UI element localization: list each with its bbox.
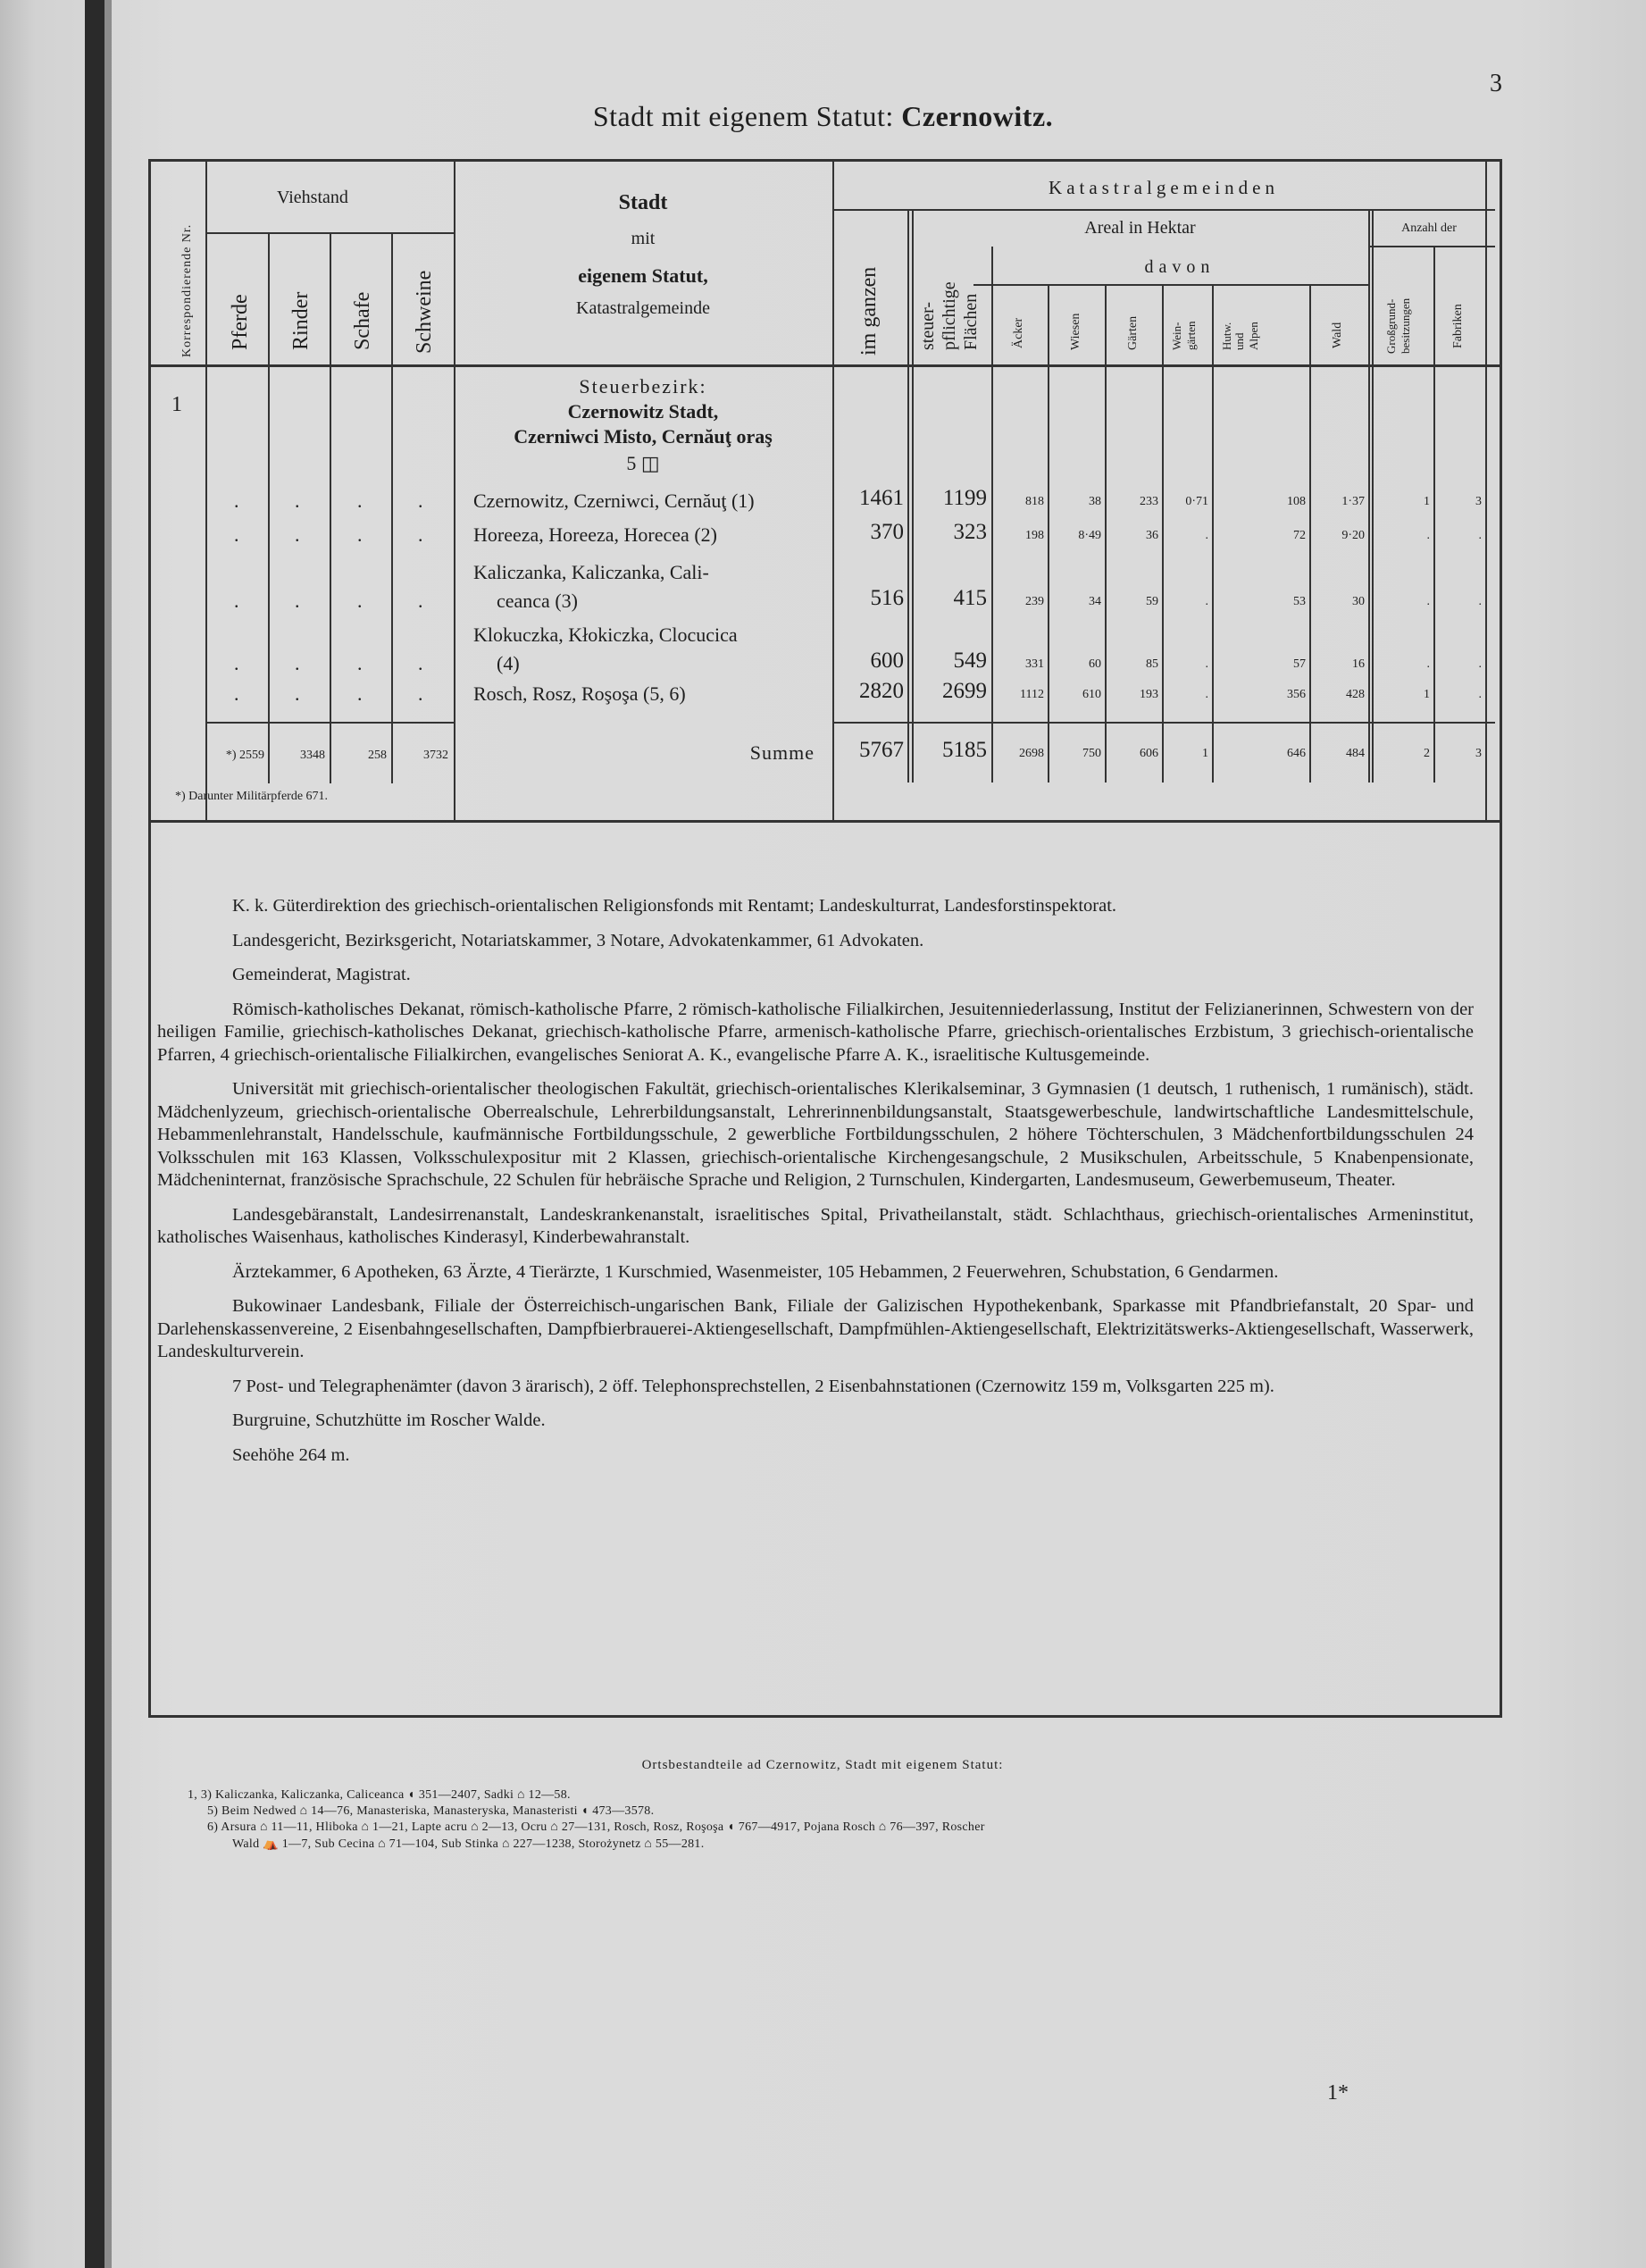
book-spine-shadow [85, 0, 104, 2268]
bezirk-line-1: Steuerbezirk: [579, 375, 707, 398]
row-1-gaerten: 233 [1140, 495, 1158, 508]
row-2-name-line-1: Horeeza, Horeeza, Horecea (2) [473, 523, 717, 546]
row-4-dot-3: . [357, 652, 363, 674]
row-2-wald: 9·20 [1341, 529, 1365, 542]
header-wein: Wein- [1170, 322, 1183, 350]
summe-label: Summe [749, 741, 815, 764]
paragraph-post: 7 Post- und Telegraphenämter (davon 3 ärarisch), 2 öff. Telephonsprechstellen, 2 Eisenbahnstationen (Czernowitz 159 m, Volksgarten 225 m). [232, 1376, 1274, 1396]
summe-gross: 2 [1424, 747, 1430, 760]
row-2-wiesen: 8·49 [1078, 529, 1101, 542]
header-pferde: Pferde [229, 294, 252, 350]
book-spine-edge [104, 0, 112, 2268]
header-korrespondierende: Korrespondierende Nr. [180, 223, 194, 357]
summe-gaerten: 606 [1140, 747, 1158, 760]
bezirk-number: 1 [171, 393, 182, 416]
row-5-gross: 1 [1424, 688, 1430, 701]
row-4-dot-1: . [234, 652, 239, 674]
row-4-name-line-2: (4) [497, 652, 520, 674]
row-3-gaerten: 59 [1146, 595, 1158, 608]
row-1-dot-2: . [295, 490, 300, 512]
row-4-steuer: 549 [953, 649, 987, 673]
row-1-wein: 0·71 [1185, 495, 1208, 508]
row-2-dot-2: . [295, 523, 300, 546]
row-3-name-line-1: Kaliczanka, Kaliczanka, Cali- [473, 561, 709, 583]
running-head-name: Czernowitz. [901, 100, 1054, 132]
katastral-rule [832, 209, 1495, 211]
row-1-dot-4: . [418, 490, 423, 512]
paragraph-seehoehe: Seehöhe 264 m. [232, 1444, 350, 1465]
header-anzahl: Anzahl der [1401, 222, 1457, 235]
row-3-wein: . [1205, 595, 1208, 608]
paragraph-burgruine: Burgruine, Schutzhütte im Roscher Walde. [232, 1410, 546, 1430]
header-schafe: Schafe [351, 291, 374, 350]
header-im-ganzen: im ganzen [857, 266, 881, 356]
row-2-steuer: 323 [953, 520, 987, 544]
col-rule-ganzen [907, 211, 909, 783]
col-rule-wald [1368, 211, 1370, 783]
row-4-name-line-1: Klokuczka, Kłokiczka, Clocucica [473, 623, 738, 646]
row-1-gross: 1 [1424, 495, 1430, 508]
row-1-hutw: 108 [1287, 495, 1306, 508]
col-rule-schafe [391, 234, 393, 783]
row-5-steuer: 2699 [942, 679, 987, 703]
row-3-ganz: 516 [870, 586, 904, 610]
row-2-fabr: . [1478, 529, 1482, 542]
header-gaerten: Gärten [1126, 315, 1140, 350]
row-1-fabr: 3 [1475, 495, 1482, 508]
row-3-dot-4: . [418, 590, 423, 612]
row-5-dot-3: . [357, 682, 363, 705]
row-4-aecker: 331 [1025, 657, 1044, 671]
row-1-dot-1: . [234, 490, 239, 512]
header-bottom-rule [148, 364, 1500, 367]
page-number: 3 [1490, 70, 1502, 97]
row-3-dot-1: . [234, 590, 239, 612]
paragraph-kirchen: Römisch-katholisches Dekanat, römisch-katholische Pfarre, 2 römisch-katholische Filialkirchen, Jesuitenniederlassung, Institut der Felizianerinnen, Schwestern von der heiligen Familie, griechisch-katholisches Dekanat, griechisch-katholische Pfarre, armenisch-katholische Pfarre, griechisch-orientalisches Erzbistum, 3 griechisch-orientalische Pfarren, 4 griechisch-orientalische Filialkirchen, evangelisches Seniorat A. K., evangelische Pfarre A. K., israelitische Kultusgemeinde. [157, 999, 1474, 1065]
summe-wald: 484 [1346, 747, 1365, 760]
col-rule-rinder [330, 234, 331, 783]
row-5-wein: . [1205, 688, 1208, 701]
row-2-aecker: 198 [1025, 529, 1044, 542]
row-5-gaerten: 193 [1140, 688, 1158, 701]
row-4-dot-2: . [295, 652, 300, 674]
header-besitz: besitzungen [1399, 297, 1412, 354]
row-3-wald: 30 [1352, 595, 1365, 608]
header-schweine: Schweine [413, 270, 436, 354]
row-3-steuer: 415 [953, 586, 987, 610]
row-3-gross: . [1426, 595, 1430, 608]
col-rule-gross [1433, 247, 1435, 783]
row-1-aecker: 818 [1025, 495, 1044, 508]
table-bottom-rule [148, 820, 1500, 823]
row-1-steuer: 1199 [942, 486, 987, 510]
row-3-name-line-2: ceanca (3) [497, 590, 578, 612]
header-katastral: Katastralgemeinden [1049, 177, 1279, 198]
bezirk-line-2: Czernowitz Stadt, [567, 400, 719, 423]
row-3-aecker: 239 [1025, 595, 1044, 608]
header-aecker: Äcker [1012, 317, 1025, 348]
row-4-dot-4: . [418, 652, 423, 674]
row-3-hutw: 53 [1293, 595, 1306, 608]
row-1-ganz: 1461 [859, 486, 904, 510]
ortsbestand-line-3: 6) Arsura ⌂ 11—11, Hliboka ⌂ 1—21, Lapte acru ⌂ 2—13, Ocru ⌂ 27—131, Rosch, Rosz, Roşoşa ◖ 767—4917, Pojana Rosch ⌂ 76—397, Roscher [207, 1820, 985, 1834]
header-stadt-4: Katastralgemeinde [576, 298, 710, 318]
header-steuer: steuer- [918, 301, 938, 350]
row-5-wiesen: 610 [1082, 688, 1101, 701]
row-4-gross: . [1426, 657, 1430, 671]
row-4-hutw: 57 [1293, 657, 1306, 671]
row-4-fabr: . [1478, 657, 1482, 671]
header-hutw: Hutw. [1220, 322, 1233, 350]
summe-ganz: 5767 [859, 738, 904, 762]
ortsbestand-line-1: 1, 3) Kaliczanka, Kaliczanka, Caliceanca ◖ 351—2407, Sadki ⌂ 12—58. [188, 1788, 571, 1802]
header-viehstand: Viehstand [277, 188, 348, 207]
col-rule-schweine [454, 161, 455, 820]
summe-steuer: 5185 [942, 738, 987, 762]
summe-schweine: 3732 [423, 749, 448, 762]
paragraph-anstalten: Landesgebäranstalt, Landesirrenanstalt, Landeskrankenanstalt, israelitisches Spital, Privatheilanstalt, städt. Schlachthaus, griechisch-orientalisches Armeninstitut, katholisches Waisenhaus, katholisches Kinderasyl, Kinderbewahranstalt. [157, 1204, 1474, 1247]
row-4-wald: 16 [1352, 657, 1365, 671]
row-1-dot-3: . [357, 490, 363, 512]
header-areal: Areal in Hektar [1084, 218, 1196, 238]
row-4-wein: . [1205, 657, 1208, 671]
row-1-wald: 1·37 [1341, 495, 1365, 508]
running-head [0, 100, 1646, 133]
paragraph-aerzte: Ärztekammer, 6 Apotheken, 63 Ärzte, 4 Tierärzte, 1 Kurschmied, Wasenmeister, 105 Hebammen, 2 Feuerwehren, Schubstation, 6 Gendarmen. [232, 1261, 1279, 1282]
col-rule-fabriken [1485, 161, 1487, 820]
paragraph-guterdirektion: K. k. Güterdirektion des griechisch-orientalischen Religionsfonds mit Rentamt; Landeskulturrat, Landesforstinspektorat. [232, 896, 1117, 916]
header-gross: Großgrund- [1384, 298, 1398, 354]
signature-mark: 1* [1327, 2081, 1349, 2105]
row-3-fabr: . [1478, 595, 1482, 608]
row-2-dot-4: . [418, 523, 423, 546]
row-5-wald: 428 [1346, 688, 1365, 701]
body-text [157, 895, 1474, 1467]
row-3-dot-3: . [357, 590, 363, 612]
running-head-prefix: Stadt mit eigenem Statut: [592, 100, 894, 132]
frame-top-rule [148, 159, 1500, 162]
row-5-name-line-1: Rosch, Rosz, Roşoşa (5, 6) [473, 682, 686, 705]
row-3-dot-2: . [295, 590, 300, 612]
row-5-dot-1: . [234, 682, 239, 705]
summe-schafe: 258 [368, 749, 387, 762]
paragraph-schulen: Universität mit griechisch-orientalischer theologischen Fakultät, griechisch-orientalisches Klerikalseminar, 3 Gymnasien (1 deutsch, 1 ruthenisch, 1 rumänisch), städt. Mädchenlyzeum, griechisch-orientalische Oberrealschule, Lehrerbildungsanstalt, Lehrerinnenbildungsanstalt, Staatsgewerbeschule, landwirtschaftliche Landesmittelschule, Hebammenlehranstalt, Handelsschule, kaufmännische Fortbildungsschule, 2 gewerbliche Fortbildungsschulen, 2 höhere Töchterschulen, 3 Mädchenfortbildungsschulen 24 Volksschulen mit 163 Klassen, Volksschulexpositur mit 2 Klassen, griechisch-orientalische Kirchengesangschule, 2 Musikschulen, Arbeitsschule, 5 Knabenpensionate, Mädcheninternat, französische Sprachschule, 22 Schulen für hebräische Sprache und Religion, 2 Turnschulen, Kindergarten, Landesmuseum, Gewerbemuseum, Theater. [157, 1079, 1474, 1190]
row-2-dot-1: . [234, 523, 239, 546]
row-5-hutw: 356 [1287, 688, 1306, 701]
header-wiesen: Wiesen [1069, 313, 1082, 350]
col-rule-pferde [268, 234, 270, 783]
row-1-name-line-1: Czernowitz, Czerniwci, Cernăuţ (1) [473, 490, 755, 512]
header-gaerten2: gärten [1184, 321, 1198, 350]
row-5-ganz: 2820 [859, 679, 904, 703]
paragraph-landesgericht: Landesgericht, Bezirksgericht, Notariatskammer, 3 Notare, Advokatenkammer, 61 Advokaten. [232, 930, 924, 950]
row-4-ganz: 600 [870, 649, 904, 673]
row-4-wiesen: 60 [1089, 657, 1101, 671]
summe-rule-right [832, 722, 1495, 724]
header-und: und [1232, 332, 1246, 350]
ortsbestand-line-4: Wald ⛺ 1—7, Sub Cecina ⌂ 71—104, Sub Stinka ⌂ 227—1238, Storożynetz ⌂ 55—281. [232, 1837, 705, 1851]
ortsbestand-title: Ortsbestandteile ad Czernowitz, Stadt mit eigenem Statut: [641, 1758, 1004, 1772]
row-4-gaerten: 85 [1146, 657, 1158, 671]
row-5-dot-4: . [418, 682, 423, 705]
header-stadt-1: Stadt [618, 191, 668, 214]
row-5-aecker: 1112 [1020, 688, 1044, 701]
header-stadt-3: eigenem Statut, [578, 264, 708, 287]
header-rinder: Rinder [289, 291, 313, 350]
paragraph-gemeinderat: Gemeinderat, Magistrat. [232, 965, 411, 984]
row-2-dot-3: . [357, 523, 363, 546]
anzahl-rule [1368, 246, 1495, 247]
header-flaechen: Flächen [961, 293, 981, 350]
header-wald: Wald [1331, 322, 1344, 348]
header-fabriken: Fabriken [1451, 304, 1465, 348]
summe-hutw: 646 [1287, 747, 1306, 760]
row-1-wiesen: 38 [1089, 495, 1101, 508]
bezirk-line-3: Czerniwci Misto, Cernăuţ oraş [514, 425, 773, 448]
col-rule-nr [205, 161, 207, 820]
summe-wein: 1 [1202, 747, 1208, 760]
summe-aecker: 2698 [1019, 747, 1044, 760]
row-2-gross: . [1426, 529, 1430, 542]
ortsbestand-line-2: 5) Beim Nedwed ⌂ 14—76, Manasteriska, Manasteryska, Manasteristi ◖ 473—3578. [207, 1804, 655, 1818]
header-pflichtige: pflichtige [940, 281, 959, 350]
header-alpen: Alpen [1247, 322, 1260, 350]
row-2-hutw: 72 [1293, 529, 1306, 542]
row-5-fabr: . [1478, 688, 1482, 701]
col-rule-steuer [991, 247, 993, 783]
paragraph-banken: Bukowinaer Landesbank, Filiale der Österreichisch-ungarischen Bank, Filiale der Galizischen Hypothekenbank, Sparkasse mit Pfandbriefanstalt, 20 Spar- und Darlehenskassenvereine, 2 Eisenbahngesellschaften, Dampfbierbrauerei-Aktiengesellschaft, Dampfmühlen-Aktiengesellschaft, Elektrizitätswerks-Aktiengesellschaft, Wasserwerk, Landeskulturverein. [157, 1296, 1474, 1361]
summe-pferde: *) 2559 [225, 749, 264, 762]
frame-bottom-rule [148, 1715, 1500, 1718]
summe-fabr: 3 [1475, 747, 1482, 760]
row-2-ganz: 370 [870, 520, 904, 544]
header-davon: davon [1144, 257, 1216, 277]
row-3-wiesen: 34 [1089, 595, 1101, 608]
bezirk-line-4: 5 ◫ [626, 452, 660, 474]
row-2-gaerten: 36 [1146, 529, 1158, 542]
row-2-wein: . [1205, 529, 1208, 542]
table-footnote: *) Darunter Militärpferde 671. [175, 790, 329, 803]
summe-rinder: 3348 [300, 749, 325, 762]
summe-wiesen: 750 [1082, 747, 1101, 760]
row-5-dot-2: . [295, 682, 300, 705]
header-stadt-2: mit [631, 229, 656, 248]
